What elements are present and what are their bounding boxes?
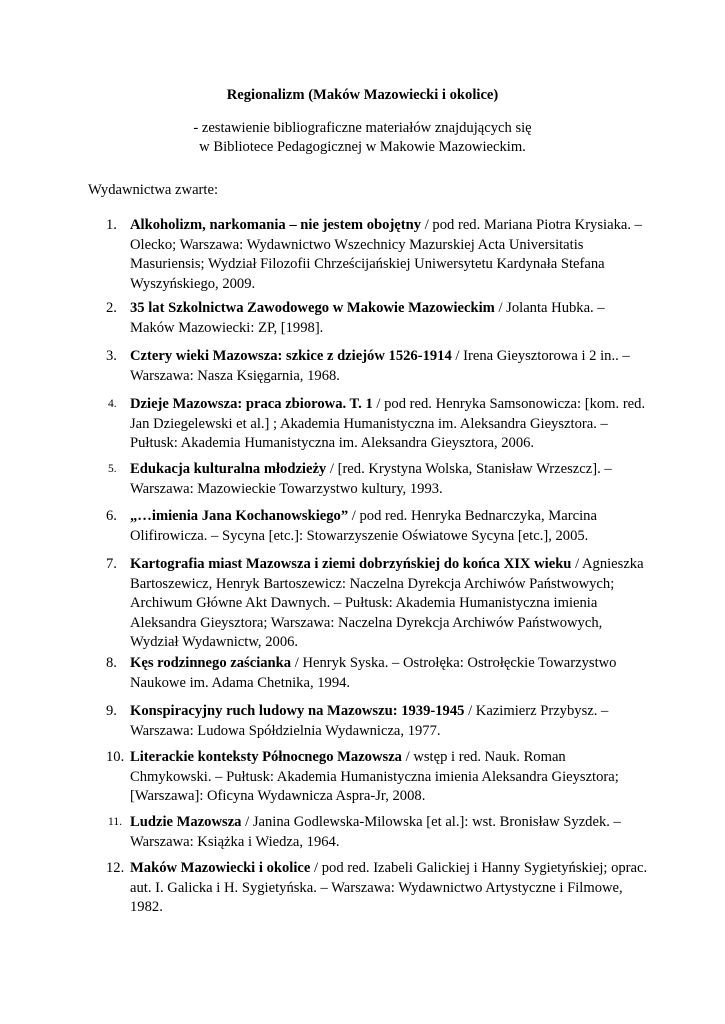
entry-details: / pod red. Henryka Samsonowicza: [kom. red. Jan Dziegelewski et al.] ; Akademia Humanistyczna im. Aleksandra Gieysztora. – Pułtusk: Akademia Humanistyczna im. Aleksandra Gieysztora, 2006.	[130, 396, 646, 452]
entry-title: Konspiracyjny ruch ludowy na Mazowszu: 1939-1945	[130, 703, 465, 719]
entry-number: 2.	[106, 300, 117, 316]
entry-text	[130, 654, 650, 693]
entry-text	[130, 347, 650, 386]
subtitle-line-1: - zestawienie bibliograficzne materiałów znajdujących się	[193, 120, 532, 136]
subtitle-line-2: w Bibliotece Pedagogicznej w Makowie Mazowieckim.	[199, 139, 526, 155]
entry-text	[130, 460, 650, 499]
entry-text	[130, 507, 650, 546]
entry-details: / pod red. Henryka Bednarczyka, Marcina Olifirowicza. – Sycyna [etc.]: Stowarzyszenie Oświatowe Sycyna [etc.], 2005.	[130, 508, 597, 544]
entry-number: 11.	[108, 816, 122, 828]
entry-title: Literackie konteksty Północnego Mazowsza	[130, 749, 402, 765]
entry-details: / Jolanta Hubka. – Maków Mazowiecki: ZP, [1998].	[130, 300, 605, 336]
entry-number: 10.	[106, 749, 125, 765]
entry-text	[130, 859, 650, 918]
entry-number: 12.	[106, 860, 125, 876]
entry-text	[130, 555, 650, 653]
entry-number: 8.	[106, 655, 117, 671]
entry-details: / pod red. Mariana Piotra Krysiaka. – Olecko; Warszawa: Wydawnictwo Wszechnicy Mazurskiej Acta Universitatis Masuriensis; Wydział Filozofii Chrześcijańskiej Uniwersytetu Kardynała Stefana Wyszyńskiego, 2009.	[130, 217, 642, 292]
entry-number: 6.	[106, 508, 117, 524]
entry-title: Ludzie Mazowsza	[130, 814, 242, 830]
entry-title: Edukacja kulturalna młodzieży	[130, 461, 327, 477]
entry-title: 35 lat Szkolnictwa Zawodowego w Makowie Mazowieckim	[130, 300, 495, 316]
entry-title: „…imienia Jana Kochanowskiego”	[130, 508, 349, 524]
entry-title: Alkoholizm, narkomania – nie jestem obojętny	[130, 217, 422, 233]
document-title: Regionalizm (Maków Mazowiecki i okolice)	[226, 87, 499, 103]
entry-text	[130, 216, 650, 294]
entry-title: Maków Mazowiecki i okolice	[130, 860, 311, 876]
entry-details: / Henryk Syska. – Ostrołęka: Ostrołęckie Towarzystwo Naukowe im. Adama Chetnika, 1994.	[130, 655, 617, 691]
section-heading: Wydawnictwa zwarte:	[88, 182, 218, 198]
entry-number: 3.	[106, 348, 117, 364]
entry-details: / Irena Gieysztorowa i 2 in.. – Warszawa: Nasza Księgarnia, 1968.	[130, 348, 630, 384]
entry-details: / Agnieszka Bartoszewicz, Henryk Bartoszewicz: Naczelna Dyrekcja Archiwów Państwowych; Archiwum Główne Akt Dawnych. – Pułtusk: Akademia Humanistyczna imienia Aleksandra Gieysztora; Warszawa: Naczelna Dyrekcja Archiwów Państwowych, Wydział Wydawnictw, 2006.	[130, 556, 644, 651]
entry-number: 4.	[108, 398, 117, 410]
entry-number: 9.	[106, 703, 117, 719]
entry-title: Cztery wieki Mazowsza: szkice z dziejów 1526-1914	[130, 348, 452, 364]
entry-details: / pod red. Izabeli Galickiej i Hanny Sygietyńskiej; oprac. aut. I. Galicka i H. Sygietyńska. – Warszawa: Wydawnictwo Artystyczne i Filmowe, 1982.	[130, 860, 648, 916]
entry-number: 1.	[106, 217, 117, 233]
entry-details: / [red. Krystyna Wolska, Stanisław Wrzeszcz]. – Warszawa: Mazowieckie Towarzystwo kultury, 1993.	[130, 461, 612, 497]
entry-text	[130, 395, 650, 454]
entry-details: / Kazimierz Przybysz. – Warszawa: Ludowa Spółdzielnia Wydawnicza, 1977.	[130, 703, 609, 739]
entry-text	[130, 299, 650, 338]
entry-title: Kęs rodzinnego zaścianka	[130, 655, 292, 671]
entry-number: 7.	[106, 556, 117, 572]
entry-text	[130, 813, 650, 852]
entry-title: Kartografia miast Mazowsza i ziemi dobrzyńskiej do końca XIX wieku	[130, 556, 572, 572]
entry-title: Dzieje Mazowsza: praca zbiorowa. T. 1	[130, 396, 373, 412]
entry-details: / Janina Godlewska-Milowska [et al.]: wst. Bronisław Syzdek. – Warszawa: Książka i Wiedza, 1964.	[130, 814, 621, 850]
entry-text	[130, 702, 650, 741]
entry-details: / wstęp i red. Nauk. Roman Chmykowski. – Pułtusk: Akademia Humanistyczna imienia Aleksandra Gieysztora; [Warszawa]: Oficyna Wydawnicza Aspra-Jr, 2008.	[130, 749, 619, 805]
entry-text	[130, 748, 650, 807]
entry-number: 5.	[108, 463, 117, 475]
